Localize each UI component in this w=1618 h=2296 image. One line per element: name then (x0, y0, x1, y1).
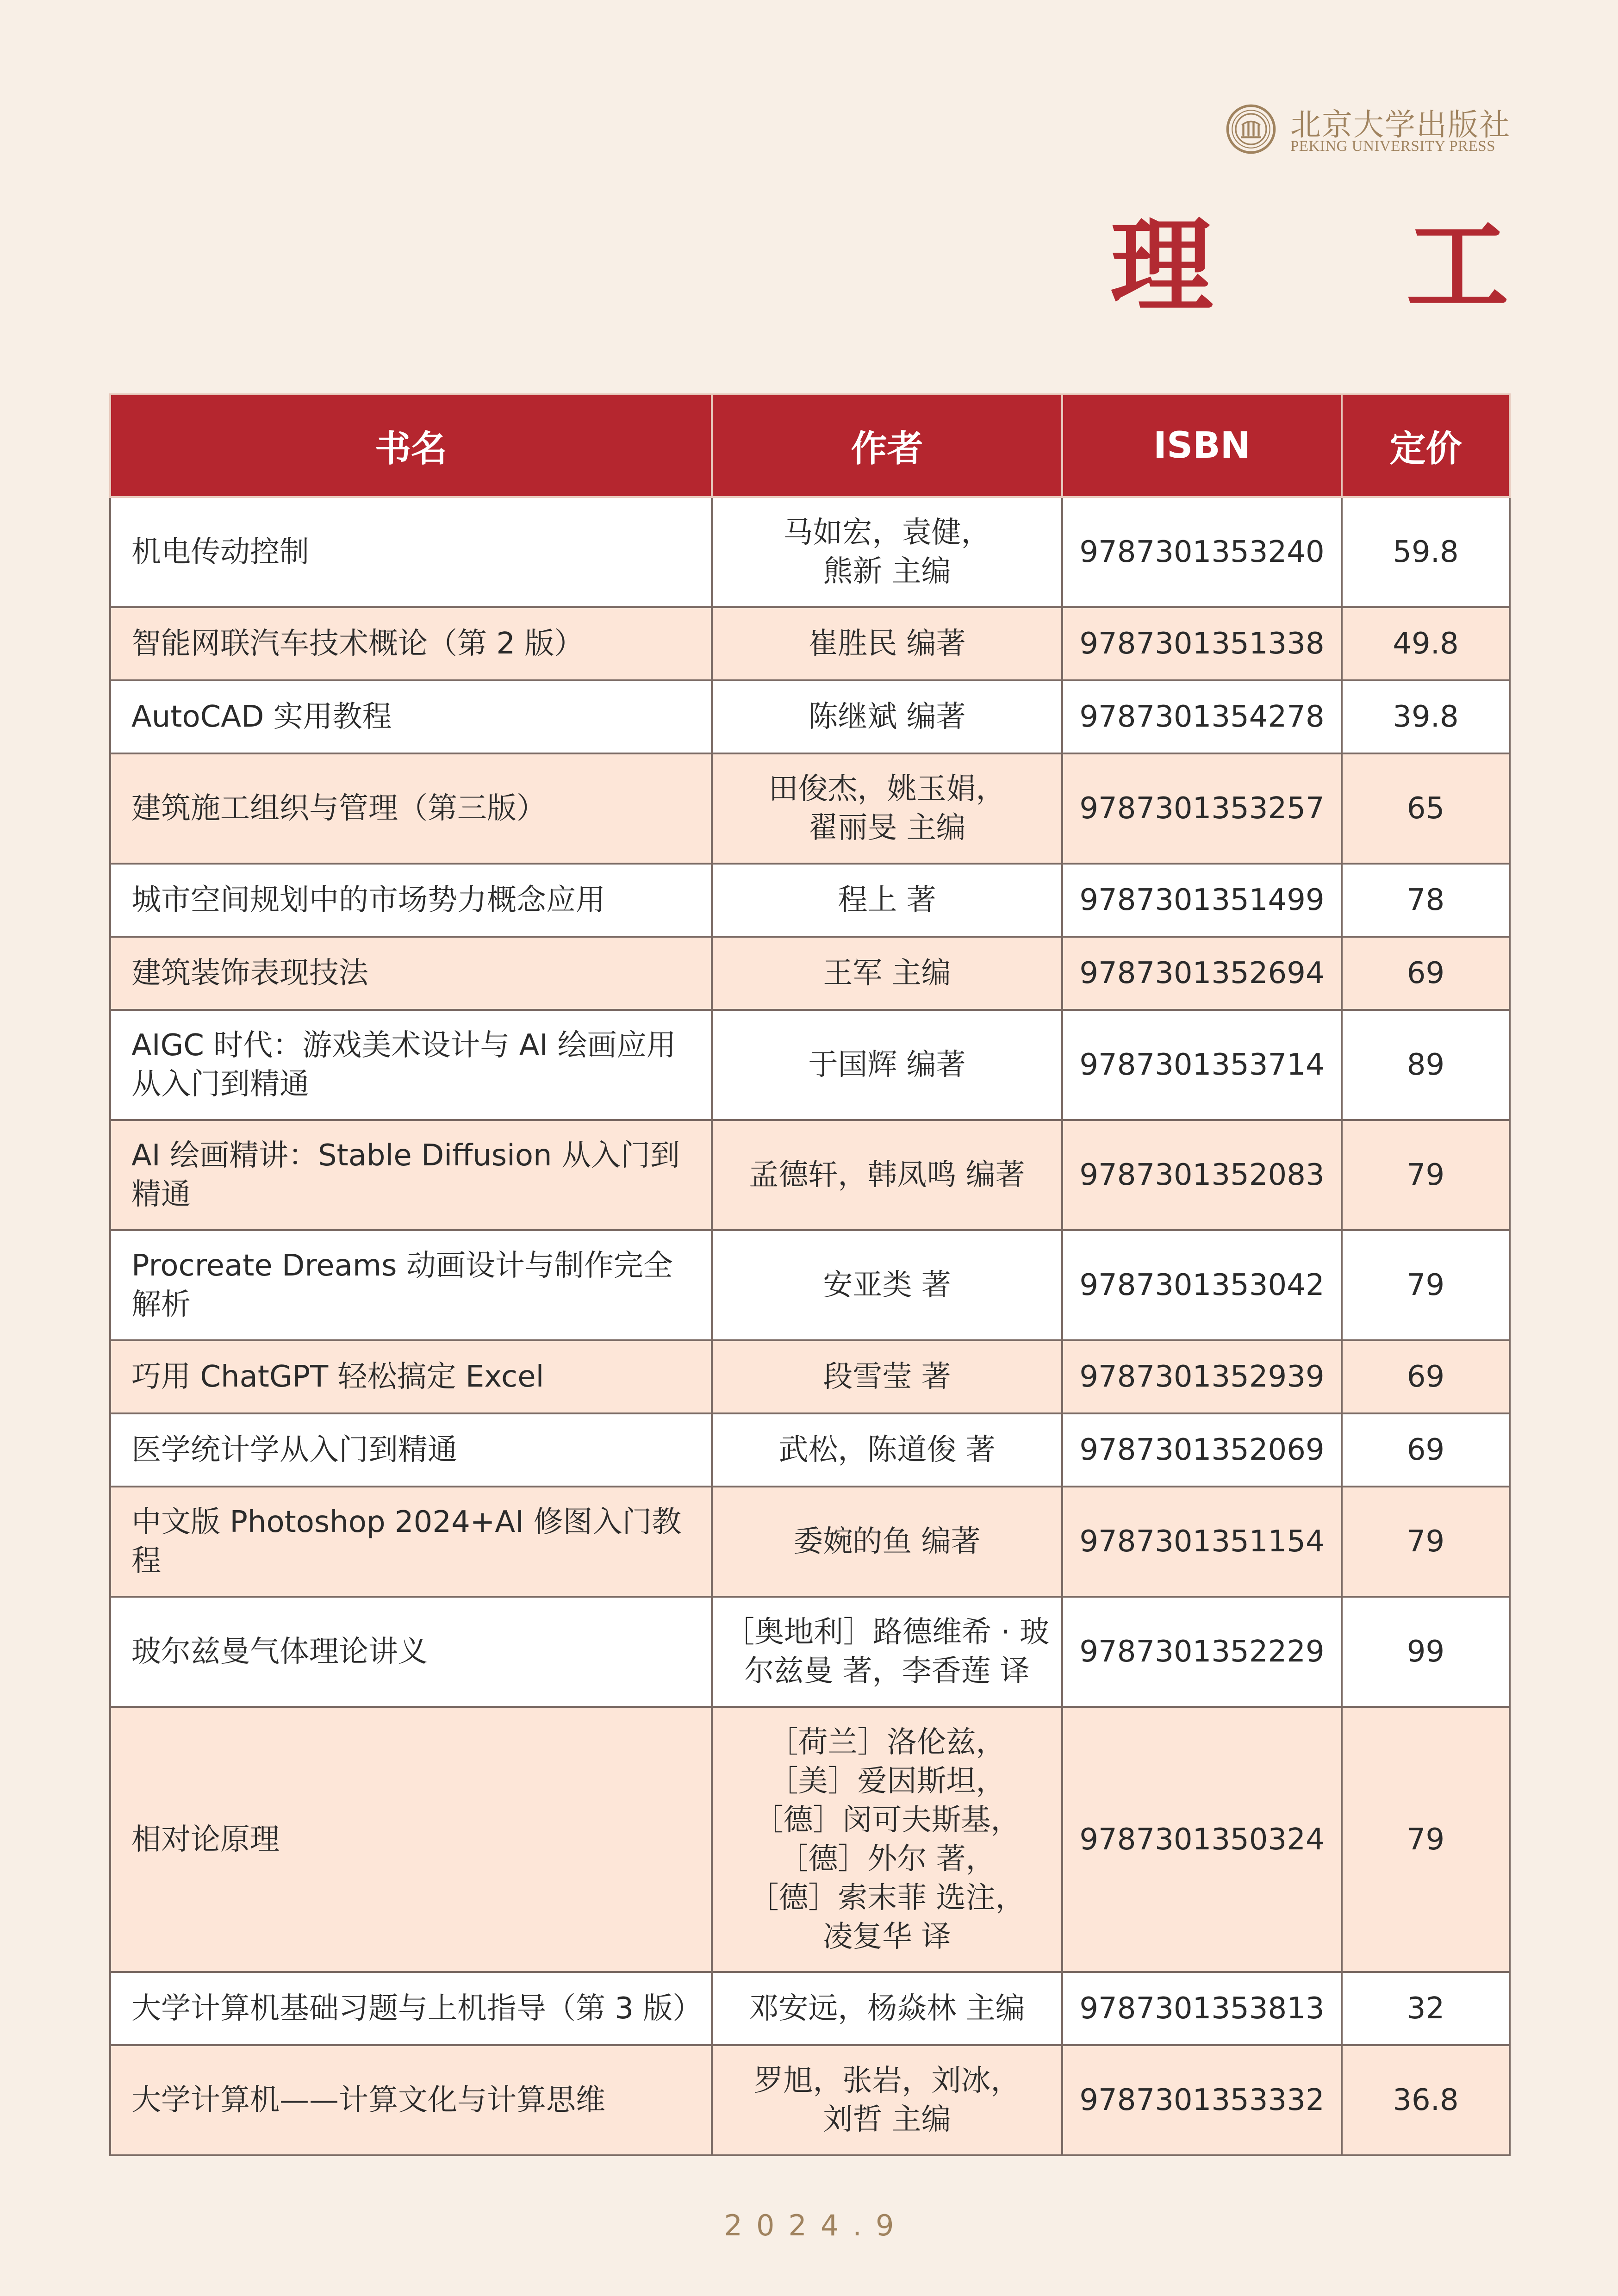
column-header-isbn: ISBN (1062, 394, 1342, 497)
author-line: 尔兹曼 著，李香莲 译 (744, 1654, 1030, 1688)
table-row (110, 864, 1510, 937)
book-price: 32 (1342, 1972, 1510, 2045)
book-author (712, 1340, 1062, 1413)
book-author (712, 1597, 1062, 1707)
book-price: 79 (1342, 1487, 1510, 1597)
table-row (110, 680, 1510, 753)
book-author (712, 1010, 1062, 1120)
book-title: 中文版 Photoshop 2024+AI 修图入门教程 (110, 1487, 712, 1597)
book-price: 39.8 (1342, 680, 1510, 753)
author-line: ［德］外尔 著， (778, 1842, 996, 1876)
book-price: 79 (1342, 1230, 1510, 1340)
author-line: 刘哲 主编 (823, 2103, 951, 2137)
book-title: AIGC 时代：游戏美术设计与 AI 绘画应用从入门到精通 (110, 1010, 712, 1120)
book-title: AI 绘画精讲：Stable Diffusion 从入门到精通 (110, 1120, 712, 1230)
book-author (712, 1413, 1062, 1487)
author-line: 程上 著 (838, 883, 936, 917)
table-row (110, 1972, 1510, 2045)
author-line: 孟德轩，韩凤鸣 编著 (749, 1158, 1025, 1192)
publisher-name-cn: 北京大学出版社 (1290, 107, 1511, 143)
book-isbn: 9787301353714 (1062, 1010, 1342, 1120)
book-author (712, 2045, 1062, 2155)
author-line: 委婉的鱼 编著 (793, 1524, 981, 1559)
book-title: 玻尔兹曼气体理论讲义 (110, 1597, 712, 1707)
author-line: ［德］闵可夫斯基， (753, 1803, 1021, 1837)
author-line: 熊新 主编 (823, 554, 951, 589)
table-row (110, 1230, 1510, 1340)
table-row (110, 2045, 1510, 2155)
book-price: 69 (1342, 1413, 1510, 1487)
table-row (110, 1487, 1510, 1597)
book-price: 99 (1342, 1597, 1510, 1707)
book-isbn: 9787301353042 (1062, 1230, 1342, 1340)
book-author (712, 1487, 1062, 1597)
book-price: 36.8 (1342, 2045, 1510, 2155)
book-title: Procreate Dreams 动画设计与制作完全解析 (110, 1230, 712, 1340)
table-row (110, 1413, 1510, 1487)
book-author (712, 753, 1062, 864)
book-author (712, 864, 1062, 937)
book-price: 79 (1342, 1707, 1510, 1972)
author-line: 武松，陈道俊 著 (778, 1433, 996, 1467)
author-line: 王军 主编 (823, 956, 951, 990)
book-isbn: 9787301352939 (1062, 1340, 1342, 1413)
category-heading: 理 工 (1110, 206, 1587, 326)
book-author (712, 1707, 1062, 1972)
table-row (110, 497, 1510, 607)
author-line: ［美］爱因斯坦， (768, 1764, 1006, 1798)
table-header-row (110, 394, 1510, 497)
column-header-price: 定价 (1342, 394, 1510, 497)
book-price: 79 (1342, 1120, 1510, 1230)
book-table (109, 393, 1511, 2156)
author-line: 田俊杰，姚玉娟， (768, 772, 1006, 806)
book-title: AutoCAD 实用教程 (110, 680, 712, 753)
book-title: 大学计算机基础习题与上机指导（第 3 版） (110, 1972, 712, 2045)
book-isbn: 9787301353813 (1062, 1972, 1342, 2045)
table-row (110, 753, 1510, 864)
author-line: 邓安远，杨焱林 主编 (749, 1991, 1025, 2026)
book-title: 机电传动控制 (110, 497, 712, 607)
author-line: 陈继斌 编著 (808, 700, 966, 734)
book-rows (110, 497, 1510, 2155)
book-isbn: 9787301354278 (1062, 680, 1342, 753)
book-title: 智能网联汽车技术概论（第 2 版） (110, 607, 712, 680)
book-isbn: 9787301350324 (1062, 1707, 1342, 1972)
table-row (110, 1597, 1510, 1707)
book-price: 65 (1342, 753, 1510, 864)
author-line: 崔胜民 编著 (808, 627, 966, 661)
book-title: 建筑施工组织与管理（第三版） (110, 753, 712, 864)
author-line: 安亚类 著 (823, 1268, 951, 1302)
author-line: 于国辉 编著 (808, 1048, 966, 1082)
author-line: 段雪莹 著 (823, 1360, 951, 1394)
book-author (712, 680, 1062, 753)
table-row (110, 937, 1510, 1010)
book-isbn: 9787301351154 (1062, 1487, 1342, 1597)
book-price: 59.8 (1342, 497, 1510, 607)
book-isbn: 9787301352229 (1062, 1597, 1342, 1707)
book-isbn: 9787301352083 (1062, 1120, 1342, 1230)
author-line: 罗旭，张岩，刘冰， (753, 2064, 1021, 2098)
publisher-name-en: PEKING UNIVERSITY PRESS (1290, 138, 1495, 155)
author-line: 马如宏，袁健， (783, 516, 991, 550)
book-author (712, 1972, 1062, 2045)
table-row (110, 1340, 1510, 1413)
book-title: 医学统计学从入门到精通 (110, 1413, 712, 1487)
author-line: ［德］索末菲 选注， (749, 1880, 1025, 1915)
table-row (110, 1010, 1510, 1120)
book-title: 城市空间规划中的市场势力概念应用 (110, 864, 712, 937)
book-isbn: 9787301352069 (1062, 1413, 1342, 1487)
book-title: 建筑装饰表现技法 (110, 937, 712, 1010)
table-row (110, 607, 1510, 680)
table-row (110, 1707, 1510, 1972)
author-line: 凌复华 译 (823, 1919, 951, 1954)
book-author (712, 1230, 1062, 1340)
book-price: 69 (1342, 1340, 1510, 1413)
book-author (712, 497, 1062, 607)
book-price: 69 (1342, 937, 1510, 1010)
book-title: 大学计算机——计算文化与计算思维 (110, 2045, 712, 2155)
author-line: ［奥地利］路德维希 · 玻 (724, 1615, 1050, 1649)
author-line: ［荷兰］洛伦兹， (768, 1725, 1006, 1760)
book-author (712, 1120, 1062, 1230)
book-isbn: 9787301352694 (1062, 937, 1342, 1010)
book-isbn: 9787301353240 (1062, 497, 1342, 607)
book-price: 78 (1342, 864, 1510, 937)
book-price: 49.8 (1342, 607, 1510, 680)
book-isbn: 9787301351338 (1062, 607, 1342, 680)
book-title: 巧用 ChatGPT 轻松搞定 Excel (110, 1340, 712, 1413)
column-header-author: 作者 (712, 394, 1062, 497)
publisher-logo (1226, 103, 1511, 158)
column-header-title: 书名 (110, 394, 712, 497)
book-isbn: 9787301353257 (1062, 753, 1342, 864)
book-isbn: 9787301351499 (1062, 864, 1342, 937)
book-isbn: 9787301353332 (1062, 2045, 1342, 2155)
book-title: 相对论原理 (110, 1707, 712, 1972)
table-row (110, 1120, 1510, 1230)
book-author (712, 937, 1062, 1010)
university-emblem-icon (1226, 104, 1276, 155)
catalog-date: 2024.9 (724, 2209, 908, 2242)
book-author (712, 607, 1062, 680)
book-price: 89 (1342, 1010, 1510, 1120)
author-line: 翟丽旻 主编 (808, 811, 966, 845)
